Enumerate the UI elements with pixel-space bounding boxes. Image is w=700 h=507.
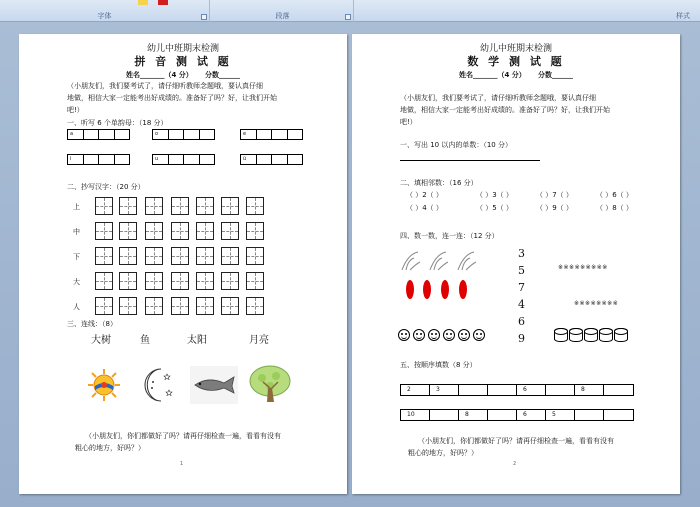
page2-title: 数 学 测 试 题 — [467, 55, 565, 68]
pinyin-mark: e — [243, 131, 247, 137]
style-group — [356, 0, 700, 22]
outro-line-2: 粗心的地方，好吗？） — [408, 449, 478, 457]
writing-grid-cell[interactable] — [171, 247, 189, 265]
writing-grid-cell[interactable] — [196, 297, 214, 315]
page-2[interactable] — [352, 34, 680, 494]
pinyin-box[interactable] — [152, 129, 215, 140]
neighbor-blank[interactable]: （ ）5（ ） — [476, 204, 513, 212]
writing-grid-cell[interactable] — [196, 197, 214, 215]
style-group-label: 样式 — [676, 12, 690, 20]
cylinder[interactable] — [554, 328, 568, 342]
red-ellipse[interactable] — [406, 280, 414, 299]
writing-grid-cell[interactable] — [119, 272, 137, 290]
score-label: 分数 — [538, 71, 552, 79]
writing-grid-cell[interactable] — [95, 272, 113, 290]
outro-line-1: （小朋友们，你们都做好了吗？请再仔细检查一遍，看看有没有 — [418, 437, 614, 445]
pinyin-box[interactable] — [240, 154, 303, 165]
neighbor-blank[interactable]: （ ）2（ ） — [406, 191, 443, 199]
name-score: （4 分） — [164, 71, 193, 79]
smiley-face[interactable] — [398, 329, 410, 341]
moon-picture[interactable] — [139, 366, 175, 404]
writing-grid-cell[interactable] — [145, 272, 163, 290]
seq-cell[interactable]: 10 — [401, 410, 430, 420]
seq-cell[interactable] — [488, 385, 517, 395]
page-number: 2 — [513, 461, 517, 467]
writing-grid-cell[interactable] — [119, 222, 137, 240]
hanzi-label: 上 — [73, 203, 80, 211]
question-2: 二、抄写汉字：（20 分） — [67, 183, 145, 191]
writing-grid-cell[interactable] — [246, 247, 264, 265]
question-1: 一、听写 6 个单韵母：（18 分） — [67, 119, 168, 127]
neighbor-blank[interactable]: （ ）3（ ） — [476, 191, 513, 199]
cylinder[interactable] — [569, 328, 583, 342]
page1-title: 拼 音 测 试 题 — [134, 55, 232, 68]
pinyin-mark: o — [155, 131, 159, 137]
smiley-face[interactable] — [473, 329, 485, 341]
seq-cell[interactable] — [575, 410, 604, 420]
neighbor-blank[interactable]: （ ）9（ ） — [536, 204, 573, 212]
paragraph-group — [212, 0, 354, 22]
neighbor-blank[interactable]: （ ）4（ ） — [406, 204, 443, 212]
font-color-swatch[interactable] — [158, 0, 168, 5]
seq-cell[interactable] — [430, 410, 459, 420]
number-option[interactable]: 4 — [518, 298, 525, 311]
writing-grid-cell[interactable] — [95, 297, 113, 315]
hanzi-label: 中 — [73, 228, 80, 236]
sun-picture[interactable] — [87, 368, 121, 402]
ribbon — [0, 0, 700, 22]
writing-grid-cell[interactable] — [196, 272, 214, 290]
seq-cell[interactable]: 2 — [401, 385, 430, 395]
smiley-face[interactable] — [413, 329, 425, 341]
question-1: 一、写出 10 以内的单数：（10 分） — [400, 141, 512, 149]
smiley-face[interactable] — [443, 329, 455, 341]
red-ellipse[interactable] — [459, 280, 467, 299]
word-moon: 月亮 — [249, 335, 269, 346]
writing-grid-cell[interactable] — [145, 197, 163, 215]
dot-row[interactable]: ※※※※※※※※ — [574, 300, 619, 307]
writing-grid-cell[interactable] — [246, 297, 264, 315]
intro-line-3: 吧!） — [400, 118, 417, 126]
pinyin-mark: ü — [243, 156, 247, 162]
writing-grid-cell[interactable] — [119, 297, 137, 315]
question-3: 四、数一数，连一连：（12 分） — [400, 232, 499, 240]
question-3: 三、连线：（8） — [67, 320, 117, 328]
intro-line-3: 吧!） — [67, 106, 84, 114]
highlight-color-swatch[interactable] — [138, 0, 148, 5]
word-sun: 太阳 — [187, 335, 207, 346]
name-label: 姓名 — [126, 71, 140, 79]
hanzi-label: 人 — [73, 303, 80, 311]
neighbor-blank[interactable]: （ ）7（ ） — [536, 191, 573, 199]
font-group-label: 字体 — [97, 12, 112, 20]
writing-grid-cell[interactable] — [171, 272, 189, 290]
writing-grid-cell[interactable] — [196, 222, 214, 240]
number-option[interactable]: 7 — [518, 281, 525, 294]
font-group — [0, 0, 210, 22]
seq-cell[interactable] — [604, 410, 633, 420]
smiley-face[interactable] — [428, 329, 440, 341]
writing-grid-cell[interactable] — [145, 247, 163, 265]
font-dialog-launcher[interactable] — [201, 14, 207, 20]
writing-grid-cell[interactable] — [171, 297, 189, 315]
writing-grid-cell[interactable] — [95, 222, 113, 240]
pinyin-mark: i — [70, 156, 72, 162]
page2-name-line: 姓名_______（4 分） 分数______ — [459, 71, 573, 79]
writing-grid-cell[interactable] — [119, 197, 137, 215]
page-number: 1 — [180, 461, 184, 467]
score-label: 分数 — [205, 71, 219, 79]
word-tree: 大树 — [91, 335, 111, 346]
hanzi-label: 下 — [73, 253, 80, 261]
sequence-row-2 — [400, 409, 634, 421]
writing-grid-cell[interactable] — [221, 272, 239, 290]
sequence-row-1 — [400, 384, 634, 396]
number-option[interactable]: 9 — [518, 332, 525, 345]
seq-cell[interactable]: 6 — [517, 410, 546, 420]
seq-cell[interactable] — [604, 385, 633, 395]
pinyin-box[interactable] — [240, 129, 303, 140]
name-score: （4 分） — [497, 71, 526, 79]
intro-line-2: 地做，相信大家一定能考出好成绩的。准备好了吗？好，让我们开始 — [400, 106, 610, 114]
fish-picture[interactable] — [190, 366, 238, 404]
red-ellipse[interactable] — [423, 280, 431, 299]
paragraph-dialog-launcher[interactable] — [345, 14, 351, 20]
seq-cell[interactable]: 8 — [575, 385, 604, 395]
writing-grid-cell[interactable] — [246, 222, 264, 240]
writing-grid-cell[interactable] — [171, 197, 189, 215]
outro-line-1: （小朋友们，你们都做好了吗？请再仔细检查一遍，看看有没有 — [85, 432, 281, 440]
seq-cell[interactable]: 8 — [459, 410, 488, 420]
seq-cell[interactable]: 6 — [517, 385, 546, 395]
intro-line-1: （小朋友们，我们要考试了，请仔细听教师念题哦，要认真仔细 — [67, 82, 263, 90]
writing-grid-cell[interactable] — [145, 297, 163, 315]
page-1[interactable] — [19, 34, 347, 494]
pinyin-box[interactable] — [67, 154, 130, 165]
writing-grid-cell[interactable] — [171, 222, 189, 240]
neighbor-blank[interactable]: （ ）6（ ） — [596, 191, 633, 199]
pinyin-mark: u — [155, 156, 159, 162]
seq-cell[interactable] — [546, 385, 575, 395]
writing-grid-cell[interactable] — [221, 222, 239, 240]
pinyin-mark: a — [70, 131, 74, 137]
writing-grid-cell[interactable] — [221, 297, 239, 315]
outro-line-2: 粗心的地方，好吗？） — [75, 444, 145, 452]
writing-grid-cell[interactable] — [95, 197, 113, 215]
name-label: 姓名 — [459, 71, 473, 79]
seq-cell[interactable]: 5 — [546, 410, 575, 420]
smiley-face[interactable] — [458, 329, 470, 341]
word-fish: 鱼 — [140, 335, 150, 346]
seq-cell[interactable]: 3 — [430, 385, 459, 395]
writing-grid-cell[interactable] — [221, 247, 239, 265]
writing-grid-cell[interactable] — [246, 272, 264, 290]
cylinder[interactable] — [614, 328, 628, 342]
writing-grid-cell[interactable] — [95, 247, 113, 265]
pinyin-box[interactable] — [67, 129, 130, 140]
grass-group-picture[interactable] — [400, 250, 484, 272]
dot-row[interactable]: ※※※※※※※※※ — [558, 264, 608, 271]
writing-grid-cell[interactable] — [145, 222, 163, 240]
page1-name-line: 姓名_______（4 分） 分数______ — [126, 71, 240, 79]
writing-grid-cell[interactable] — [246, 197, 264, 215]
intro-line-2: 地做，相信大家一定能考出好成绩的。准备好了吗？好，让我们开始 — [67, 94, 277, 102]
seq-cell[interactable] — [488, 410, 517, 420]
number-option[interactable]: 5 — [518, 264, 525, 277]
writing-grid-cell[interactable] — [196, 247, 214, 265]
number-option[interactable]: 3 — [518, 247, 525, 260]
intro-line-1: （小朋友们，我们要考试了，请仔细听教师念题哦，要认真仔细 — [400, 94, 596, 102]
red-ellipse[interactable] — [441, 280, 449, 299]
paragraph-group-label: 段落 — [275, 12, 290, 20]
cylinder[interactable] — [584, 328, 598, 342]
writing-grid-cell[interactable] — [221, 197, 239, 215]
seq-cell[interactable] — [459, 385, 488, 395]
pinyin-box[interactable] — [152, 154, 215, 165]
tree-picture[interactable] — [248, 364, 292, 406]
page2-subtitle: 幼儿中班期末检测 — [479, 44, 552, 54]
question-2: 二、填相邻数：（16 分） — [400, 179, 478, 187]
number-option[interactable]: 6 — [518, 315, 525, 328]
answer-line[interactable] — [400, 160, 540, 161]
hanzi-label: 大 — [73, 278, 80, 286]
neighbor-blank[interactable]: （ ）8（ ） — [596, 204, 633, 212]
writing-grid-cell[interactable] — [119, 247, 137, 265]
cylinder[interactable] — [599, 328, 613, 342]
question-4: 五、按顺序填数（8 分） — [400, 361, 477, 369]
page1-subtitle: 幼儿中班期末检测 — [146, 44, 219, 54]
